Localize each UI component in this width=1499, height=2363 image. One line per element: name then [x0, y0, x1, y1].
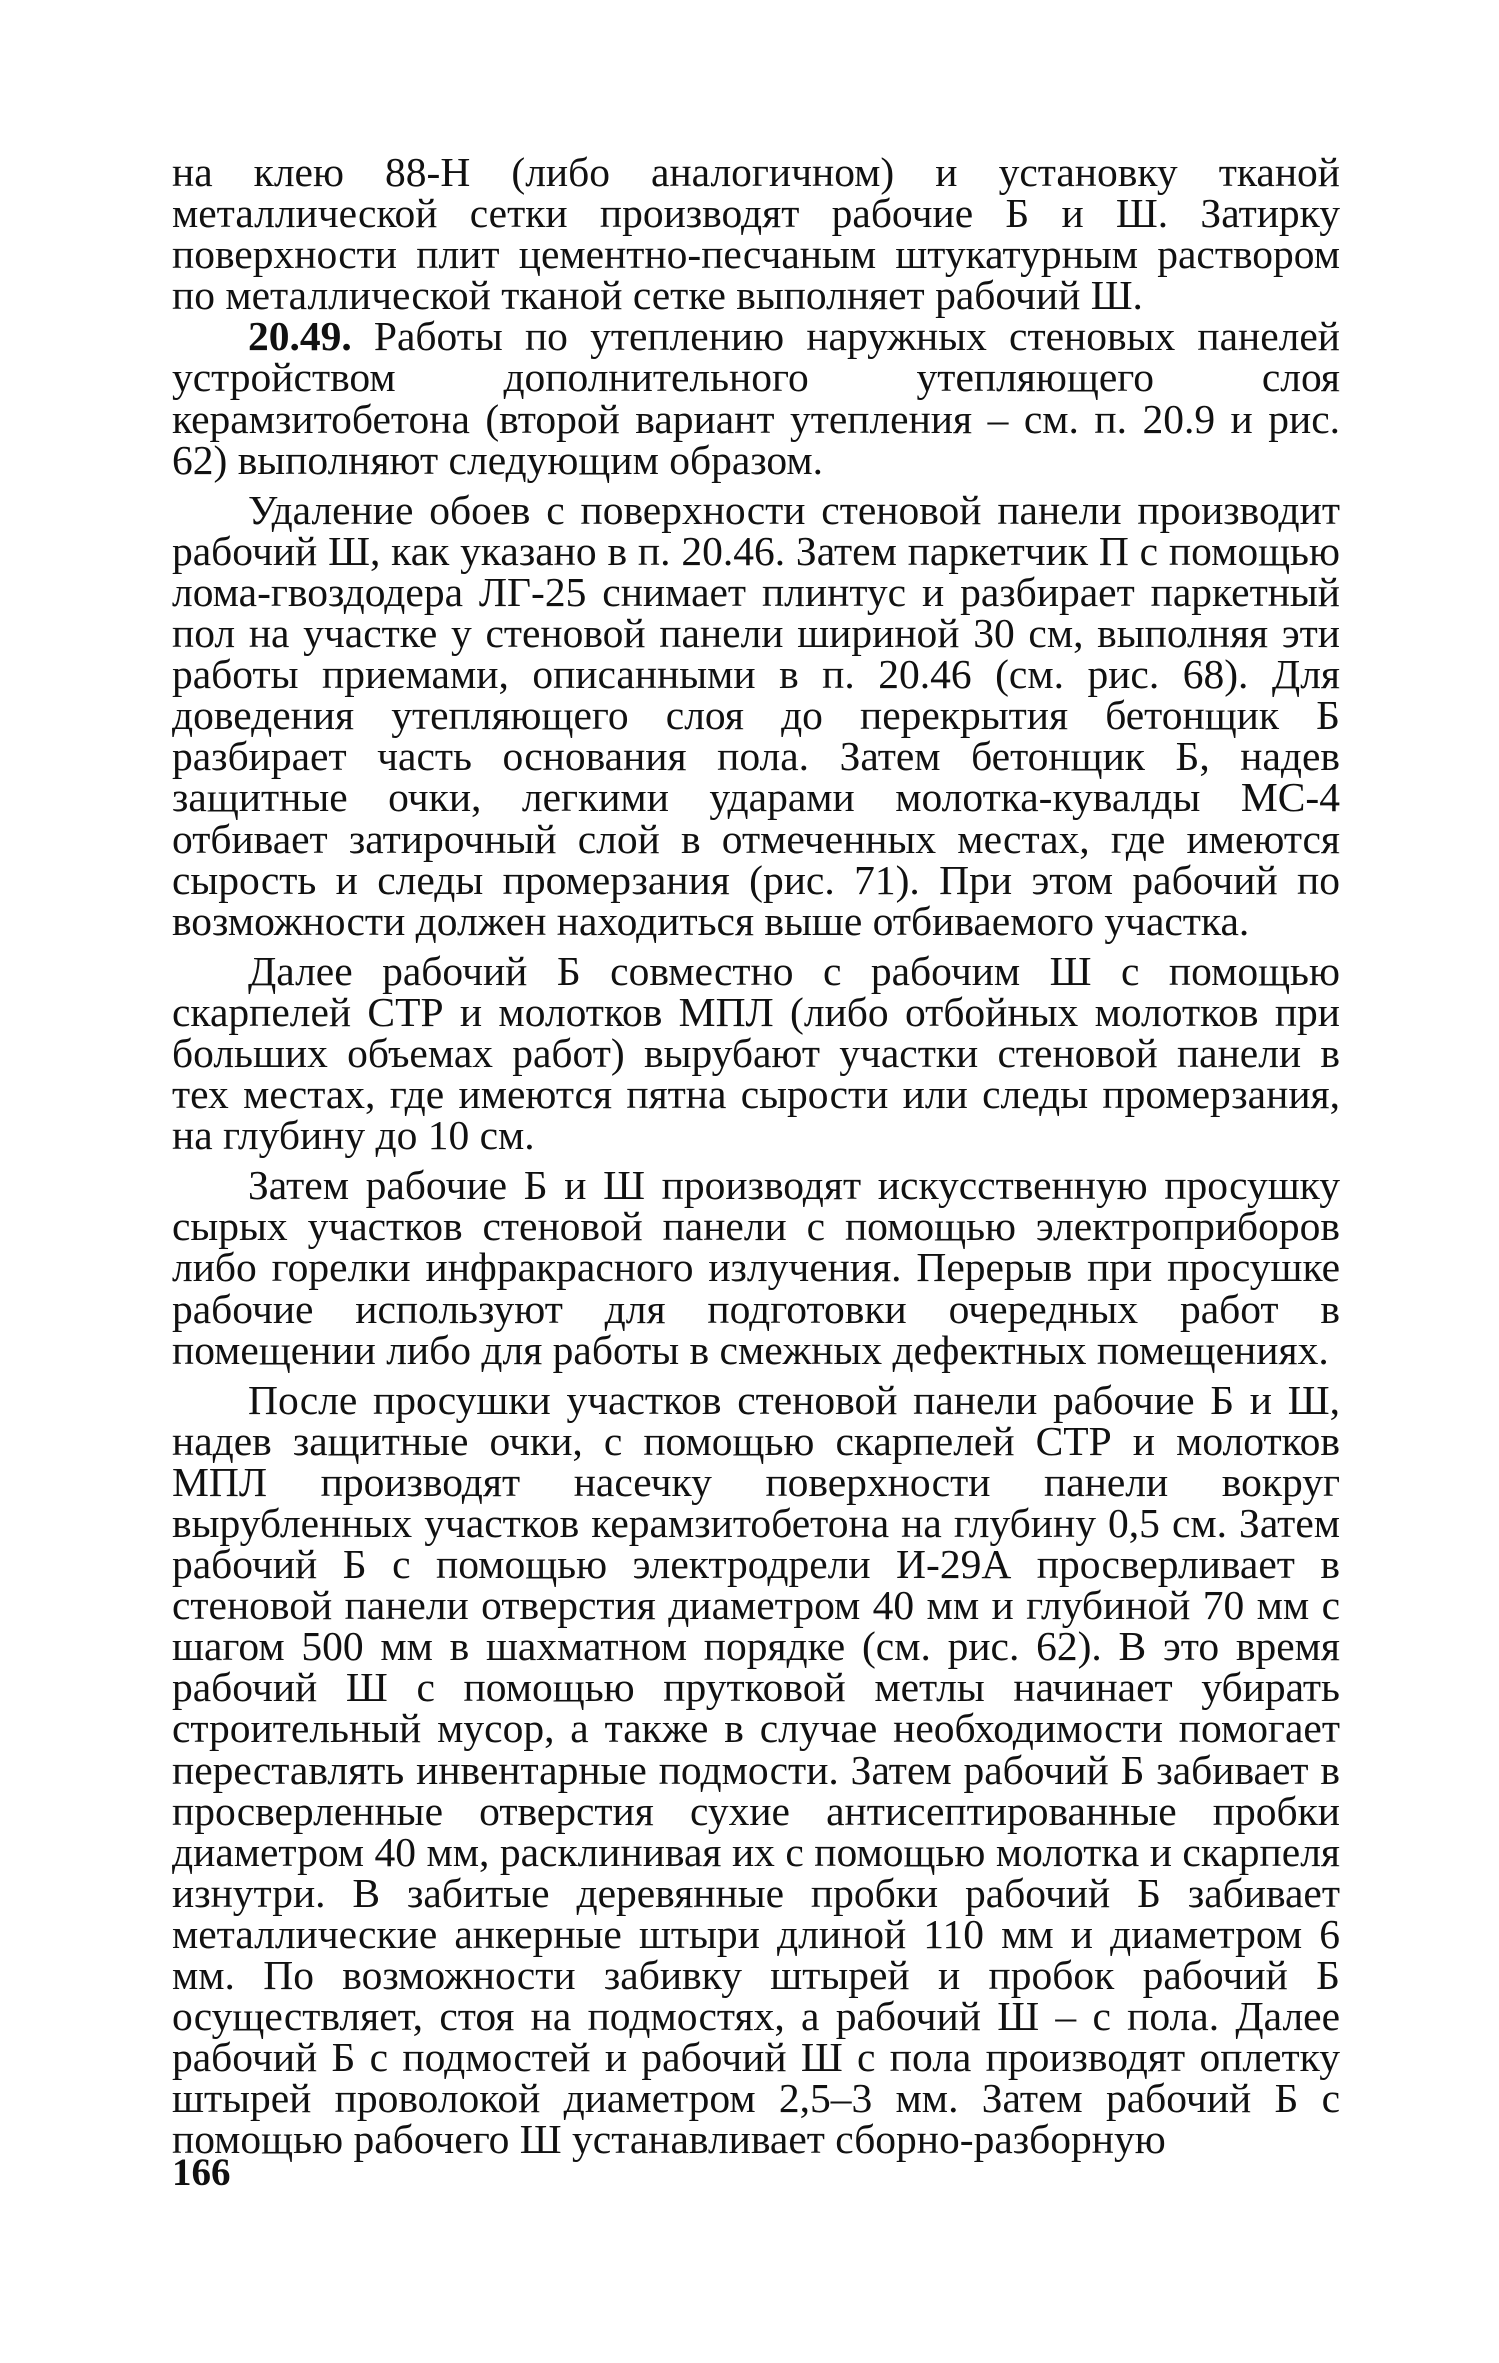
paragraph-number: 20.49.: [248, 313, 352, 360]
paragraph-text: на клею 88-Н (либо аналогичном) и установку тканой металлической сетки производят рабочие Б и Ш. Затирку поверхности плит цементно-песчаным штукатурным раствором по металлической тканой сетке выполняет рабочий Ш.: [172, 149, 1340, 319]
paragraph-text: Затем рабочие Б и Ш производят искусственную просушку сырых участков стеновой панели с помощью электроприборов либо горелки инфракрасного излучения. Перерыв при просушке рабочие используют для подготовки очередных работ в помещении либо для работы в смежных дефектных помещениях.: [172, 1162, 1340, 1373]
paragraph: [172, 1162, 1340, 1373]
paragraph-text: После просушки участков стеновой панели рабочие Б и Ш, надев защитные очки, с помощью скарпелей СТР и молотков МПЛ производят насечку поверхности панели вокруг вырубленных участков керамзитобетона на глубину 0,5 см. Затем рабочий Б с помощью электродрели И-29А просверливает в стеновой панели отверстия диаметром 40 мм и глубиной 70 мм с шагом 500 мм в шахматном порядке (см. рис. 62). В это время рабочий Ш с помощью прутковой метлы начинает убирать строительный мусор, а также в случае необходимости помогает переставлять инвентарные подмости. Затем рабочий Б забивает в просверленные отверстия сухие антисептированные пробки диаметром 40 мм, расклинивая их с помощью молотка и скарпеля изнутри. В забитые деревянные пробки рабочий Б забивает металлические анкерные штыри длиной 110 мм и диаметром 6 мм. По возможности забивку штырей и пробок рабочий Б осуществляет, стоя на подмостях, а рабочий Ш – с пола. Далее рабочий Б с подмостей и рабочий Ш с пола производят оплетку штырей проволокой диаметром 2,5–3 мм. Затем рабочий Б с помощью рабочего Ш устанавливает сборно-разборную: [172, 1376, 1340, 2163]
paragraph-continuation: [172, 149, 1340, 319]
page-number: 166: [172, 2151, 231, 2194]
paragraph-20-49: [172, 313, 1340, 483]
paragraph-text: Далее рабочий Б совместно с рабочим Ш с помощью скарпелей СТР и молотков МПЛ (либо отбойных молотков при больших объемах работ) вырубают участки стеновой панели в тех местах, где имеются пятна сырости или следы промерзания, на глубину до 10 см.: [172, 947, 1340, 1159]
paragraph: [172, 947, 1340, 1159]
body-text: [172, 149, 1340, 2163]
paragraph: [172, 486, 1340, 944]
paragraph-text: Удаление обоев с поверхности стеновой панели производит рабочий Ш, как указано в п. 20.46. Затем паркетчик П с помощью лома-гвоздодера ЛГ-25 снимает плинтус и разбирает паркетный пол на участке у стеновой панели шириной 30 см, выполняя эти работы приемами, описанными в п. 20.46 (см. рис. 68). Для доведения утепляющего слоя до перекрытия бетонщик Б разбирает часть основания пола. Затем бетонщик Б, надев защитные очки, легкими ударами молотка-кувалды МС-4 отбивает затирочный слой в отмеченных местах, где имеются сырость и следы промерзания (рис. 71). При этом рабочий по возможности должен находиться выше отбиваемого участка.: [172, 486, 1340, 944]
paragraph-text: Работы по утеплению наружных стеновых панелей устройством дополнительного утепляющего слоя керамзитобетона (второй вариант утепления – см. п. 20.9 и рис. 62) выполняют следующим образом.: [172, 313, 1340, 483]
paragraph: [172, 1376, 1340, 2163]
